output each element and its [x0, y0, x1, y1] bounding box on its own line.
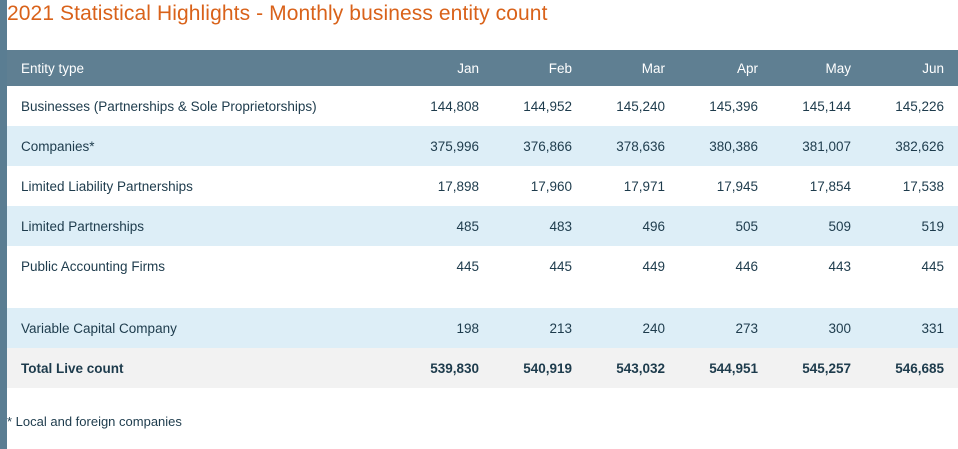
row-label: Public Accounting Firms	[7, 246, 402, 286]
cell-may: 300	[774, 308, 867, 348]
page-title: 2021 Statistical Highlights - Monthly business entity count	[7, 2, 548, 25]
total-feb: 540,919	[495, 348, 588, 388]
table-row	[7, 206, 958, 246]
column-header-feb: Feb	[495, 50, 588, 86]
table-row	[7, 86, 958, 126]
cell-jun: 382,626	[867, 126, 958, 166]
row-label: Companies*	[7, 126, 402, 166]
cell-feb: 144,952	[495, 86, 588, 126]
cell-mar: 496	[588, 206, 681, 246]
column-header-mar: Mar	[588, 50, 681, 86]
table-header-row	[7, 50, 958, 86]
cell-apr: 380,386	[681, 126, 774, 166]
cell-apr: 17,945	[681, 166, 774, 206]
cell-jun: 519	[867, 206, 958, 246]
cell-may: 145,144	[774, 86, 867, 126]
footnote: * Local and foreign companies	[7, 414, 182, 429]
row-label: Limited Partnerships	[7, 206, 402, 246]
cell-apr: 505	[681, 206, 774, 246]
cell-mar: 449	[588, 246, 681, 286]
cell-mar: 378,636	[588, 126, 681, 166]
cell-feb: 376,866	[495, 126, 588, 166]
cell-may: 509	[774, 206, 867, 246]
table-row	[7, 246, 958, 286]
column-header-may: May	[774, 50, 867, 86]
cell-apr: 273	[681, 308, 774, 348]
cell-jun: 145,226	[867, 86, 958, 126]
table-row	[7, 166, 958, 206]
total-mar: 543,032	[588, 348, 681, 388]
cell-feb: 17,960	[495, 166, 588, 206]
table-row	[7, 126, 958, 166]
entity-count-table	[7, 50, 958, 388]
cell-feb: 445	[495, 246, 588, 286]
row-label: Variable Capital Company	[7, 308, 402, 348]
cell-jan: 485	[402, 206, 495, 246]
cell-jun: 445	[867, 246, 958, 286]
cell-jun: 331	[867, 308, 958, 348]
column-header-jan: Jan	[402, 50, 495, 86]
cell-jan: 144,808	[402, 86, 495, 126]
cell-mar: 17,971	[588, 166, 681, 206]
cell-mar: 240	[588, 308, 681, 348]
row-label: Businesses (Partnerships & Sole Proprietorships)	[7, 86, 402, 126]
table-total-row	[7, 348, 958, 388]
column-header-jun: Jun	[867, 50, 958, 86]
cell-may: 17,854	[774, 166, 867, 206]
cell-feb: 483	[495, 206, 588, 246]
cell-jun: 17,538	[867, 166, 958, 206]
total-jan: 539,830	[402, 348, 495, 388]
cell-jan: 375,996	[402, 126, 495, 166]
cell-jan: 17,898	[402, 166, 495, 206]
cell-apr: 145,396	[681, 86, 774, 126]
column-header-entity-type: Entity type	[7, 50, 402, 86]
cell-may: 381,007	[774, 126, 867, 166]
cell-apr: 446	[681, 246, 774, 286]
total-jun: 546,685	[867, 348, 958, 388]
table-spacer-row	[7, 286, 958, 308]
column-header-apr: Apr	[681, 50, 774, 86]
row-label: Limited Liability Partnerships	[7, 166, 402, 206]
total-may: 545,257	[774, 348, 867, 388]
cell-may: 443	[774, 246, 867, 286]
cell-mar: 145,240	[588, 86, 681, 126]
cell-jan: 445	[402, 246, 495, 286]
table-row	[7, 308, 958, 348]
cell-jan: 198	[402, 308, 495, 348]
total-label: Total Live count	[7, 348, 402, 388]
entity-count-table-container	[7, 50, 958, 388]
left-accent-bar	[0, 0, 7, 449]
cell-feb: 213	[495, 308, 588, 348]
total-apr: 544,951	[681, 348, 774, 388]
